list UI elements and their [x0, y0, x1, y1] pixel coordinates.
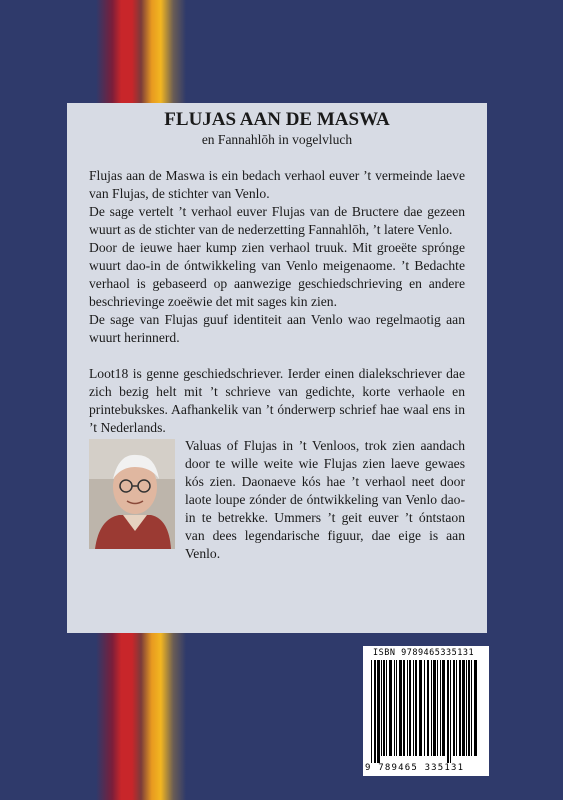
- barcode: [363, 646, 489, 776]
- blurb-paragraph-2: De sage vertelt ’t verhaol euver Flujas van de Bructere dae gezeen wuurt as de stichter van de nederzetting Fannahlōh, ’t latere Venlo.: [89, 204, 465, 237]
- book-subtitle: en Fannahlōh in vogelvluch: [201, 132, 353, 147]
- back-cover-panel: [67, 103, 487, 633]
- barcode-bars: [371, 660, 481, 763]
- blurb-paragraph-1: Flujas aan de Maswa is ein bedach verhaol euver ’t vermeinde laeve van Flujas, de stichter van Venlo.: [89, 168, 465, 201]
- blurb-paragraph-3: Door de ieuwe haer kump zien verhaol truuk. Mit groeëte sprónge wuurt dao-in de óntwikkeling van Venlo meigenaome. ’t Bedachte verhaol is gebaseerd op aanwezige geschiedschrieving en andere beschrievinge zoeëwie det mit sages kin zien.: [89, 240, 465, 309]
- book-title: FLUJAS AAN DE MASWA: [164, 109, 390, 130]
- blurb-paragraph-4: De sage van Flujas guuf identiteit aan Venlo wao regelmaotig aan wuurt herinnerd.: [89, 312, 465, 345]
- author-paragraph-2: Valuas of Flujas in ’t Venloos, trok zien aandach door te wille weite wie Flujas zien laeve gewaes kós zien. Daonaeve kós hae ’t verhaol neet door laote loupe zónder de óntwikkeling van Venlo dao-in te betrekke. Ummers ’t geit euver ’t óntstaon van dees legendarische figuur, dae eige is aan Venlo.: [185, 438, 465, 561]
- isbn-label: ISBN 9789465335131: [373, 648, 475, 658]
- author-paragraph-1: Loot18 is genne geschiedschriever. Ierder einen dialekschriever dae zich bezig helt mit ’t schrieve van gedichte, korte verhaole en printebukskes. Aafhankelik van ’t ónderwerp schrief hae waal ens in ’t Nederlands.: [89, 366, 465, 435]
- author-photo: [89, 439, 175, 549]
- barcode-digits: 9 789465 335131: [365, 763, 465, 773]
